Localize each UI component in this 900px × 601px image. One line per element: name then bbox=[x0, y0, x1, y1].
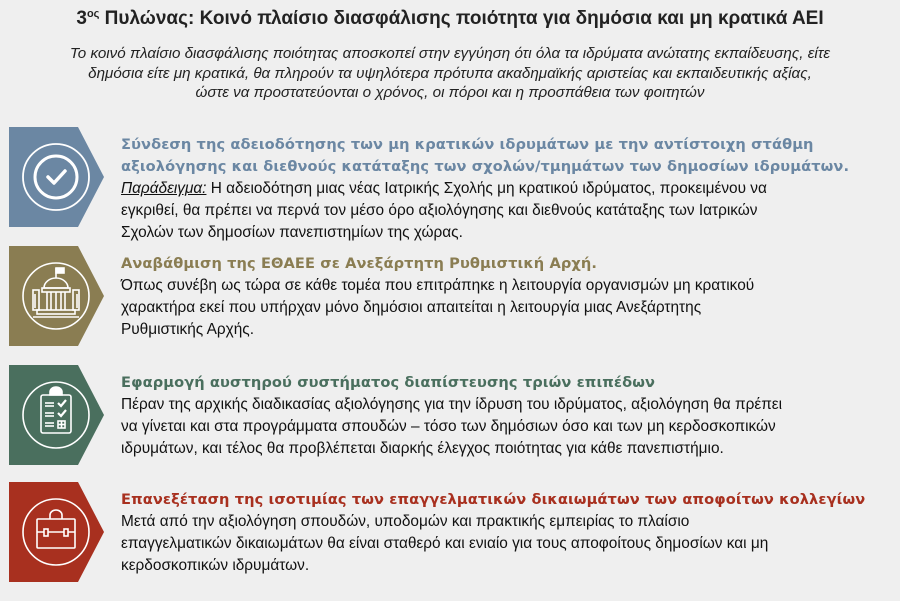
body-line: να γίνεται και στα προγράμματα σπουδών – τόσο των δημόσιων όσο και των μη κερδοσκοπικών bbox=[121, 418, 776, 435]
body-line: ιδρυμάτων, και τέλος θα προβλέπεται διαρκής έλεγχος ποιότητας για κάθε πανεπιστήμιο. bbox=[121, 440, 724, 457]
item-text bbox=[121, 489, 891, 577]
item-text bbox=[121, 134, 891, 244]
heading-line: Αναβάθμιση της ΕΘΑΕΕ σε Ανεξάρτητη Ρυθμιστική Αρχή. bbox=[121, 255, 598, 272]
item-body bbox=[121, 511, 891, 577]
page-subtitle bbox=[0, 44, 900, 103]
item-heading bbox=[121, 372, 891, 394]
body-line: κερδοσκοπικών ιδρυμάτων. bbox=[121, 557, 310, 574]
item-text bbox=[121, 253, 891, 341]
body-line: Σχολών των δημοσίων πανεπιστημίων της χώρας. bbox=[121, 224, 463, 241]
badge-shape bbox=[9, 365, 104, 465]
item-body bbox=[121, 394, 891, 460]
heading-line: Επανεξέταση της ισοτιμίας των επαγγελματικών δικαιωμάτων των αποφοίτων κολλεγίων bbox=[121, 491, 866, 508]
item-body bbox=[121, 275, 891, 341]
heading-line: Σύνδεση της αδειοδότησης των μη κρατικών ιδρυμάτων με την αντίστοιχη στάθμη bbox=[121, 136, 814, 153]
heading-line: Εφαρμογή αυστηρού συστήματος διαπίστευσης τριών επιπέδων bbox=[121, 374, 656, 391]
body-line: Μετά από την αξιολόγηση σπουδών, υποδομών και πρακτικής εμπειρίας το πλαίσιο bbox=[121, 513, 690, 530]
body-line: επαγγελματικών δικαιωμάτων θα είναι σταθερό και ενιαίο για τους αποφοίτους δημοσίων και μη bbox=[121, 535, 769, 552]
page-title bbox=[0, 8, 900, 30]
item-heading bbox=[121, 253, 891, 275]
heading-line: αξιολόγησης και διεθνούς κατάταξης των σχολών/τμημάτων των δημοσίων ιδρυμάτων. bbox=[121, 158, 850, 175]
body-line: εγκριθεί, θα πρέπει να περνά τον μέσο όρο αξιολόγησης και διεθνούς κατάταξης των Ιατρικών bbox=[121, 202, 758, 219]
title-superscript: ος bbox=[86, 8, 100, 20]
badge-shape bbox=[9, 482, 104, 582]
subtitle-line: Το κοινό πλαίσιο διασφάλισης ποιότητας αποσκοπεί στην εγγύηση ότι όλα τα ιδρύματα ανώτατης εκπαίδευσης, είτε bbox=[69, 45, 831, 62]
body-line: Η αδειοδότηση μιας νέας Ιατρικής Σχολής μη κρατικού ιδρύματος, προκειμένου να bbox=[206, 180, 767, 197]
item-body bbox=[121, 178, 891, 244]
body-line: Όπως συνέβη ως τώρα σε κάθε τομέα που επιτράπηκε η λειτουργία οργανισμών μη κρατικού bbox=[121, 277, 755, 294]
item-text bbox=[121, 372, 891, 460]
body-line: Πέραν της αρχικής διαδικασίας αξιολόγησης για την ίδρυση του ιδρύματος, αξιολόγηση θα πρέπει bbox=[121, 396, 783, 413]
item-heading bbox=[121, 134, 891, 178]
body-line: Ρυθμιστικής Αρχής. bbox=[121, 321, 254, 338]
title-number: 3 bbox=[76, 8, 87, 29]
body-line: χαρακτήρα εκεί που υπήρχαν μόνο δημόσιοι απαιτείται η λειτουργία μιας Ανεξάρτητης bbox=[121, 299, 702, 316]
subtitle-line: δημόσια είτε μη κρατικά, θα πληρούν τα υψηλότερα πρότυπα ακαδημαϊκής αριστείας και εκπαιδευτικής αξίας, bbox=[88, 64, 812, 82]
badge-shape bbox=[9, 246, 104, 346]
example-label: Παράδειγμα: bbox=[121, 180, 207, 197]
title-text: Πυλώνας: Κοινό πλαίσιο διασφάλισης ποιότητα για δημόσια και μη κρατικά ΑΕΙ bbox=[99, 8, 824, 29]
item-heading bbox=[121, 489, 891, 511]
subtitle-line: ώστε να προστατεύονται ο χρόνος, οι πόροι και η προσπάθεια των φοιτητών bbox=[195, 84, 705, 101]
badge-shape bbox=[9, 127, 104, 227]
